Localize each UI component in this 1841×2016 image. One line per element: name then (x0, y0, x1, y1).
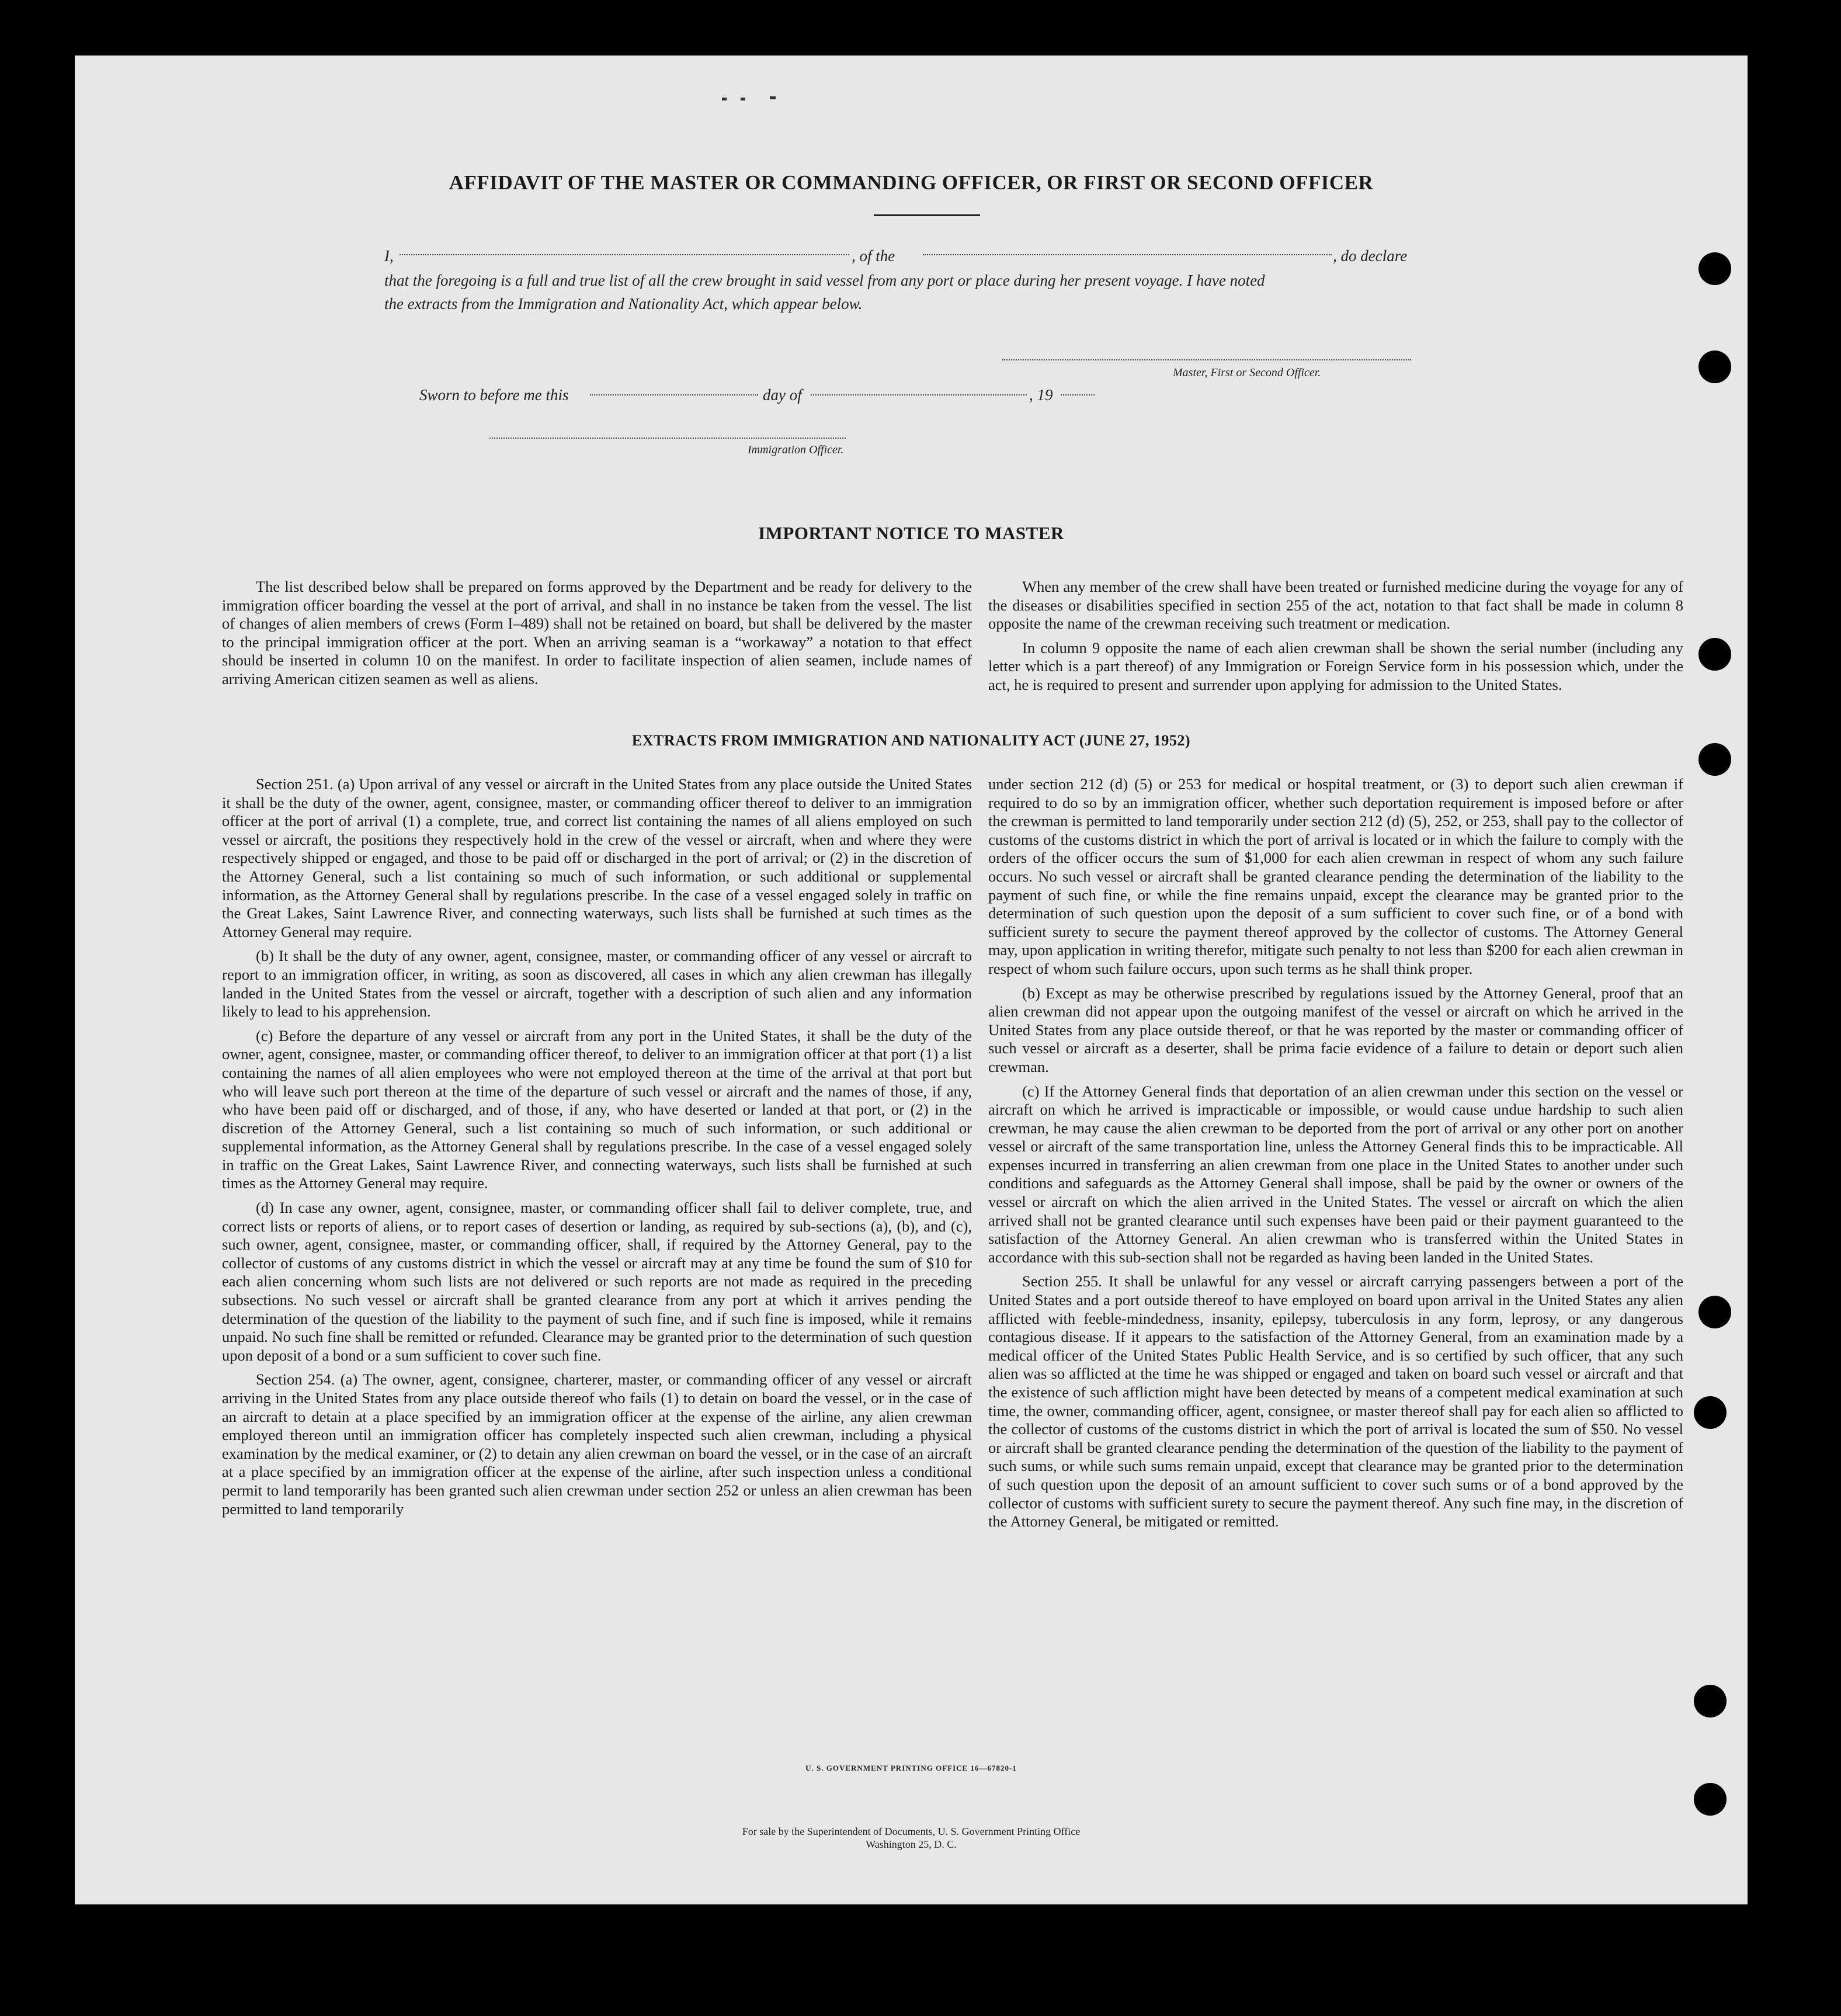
statute-paragraph: (d) In case any owner, agent, consignee, master, or commanding officer shall fail to deliver complete, true, and correct lists or reports of aliens, or to report cases of desertion or landing, as required by sub-sections (a), (b), and (c), such owner, agent, consignee, master, or commanding officer, shall, if required by the Attorney General, pay to the collector of customs of any customs district in which the vessel or aircraft may at any time be found the sum of $10 for each alien concerning whom such lists are not delivered or such reports are not made as required in the preceding subsections. No such vessel or aircraft shall be granted clearance from any port at which it arrives pending the determination of the question of the liability to the payment of such fine, and if such fine is imposed, while it remains unpaid. No such fine shall be remitted or refunded. Clearance may be granted prior to the determination of such question upon deposit of a bond or a sum sufficient to cover such fine. (222, 1199, 972, 1364)
statute-paragraph: Section 254. (a) The owner, agent, consignee, charterer, master, or commanding officer of any vessel or aircraft arriving in the United States from any place outside thereof who fails (1) to detain on board the vessel, or in the case of an aircraft to detain at a place specified by an immigration officer at the expense of the airline, any alien crewman employed thereon until an immigration officer has completely inspected such alien crewman, including a physical examination by the medical examiner, or (2) to detain any alien crewman on board the vessel, or in the case of an aircraft at a place specified by an immigration officer at the expense of the airline, after such inspection unless a conditional permit to land temporarily has been granted such alien crewman under section 252 or unless an alien crewman has been permitted to land temporarily (222, 1370, 972, 1518)
declaration-line-2: the extracts from the Immigration and Nationality Act, which appear below. (384, 295, 863, 313)
document-page (75, 55, 1748, 1904)
sworn-label: Sworn to before me this (419, 386, 569, 404)
statute-paragraph: Section 251. (a) Upon arrival of any vessel or aircraft in the United States from any place outside the United States it shall be the duty of the owner, agent, consignee, master, or commanding officer thereof to deliver to an immigration officer at the port of arrival (1) a complete, true, and correct list containing the names of all aliens employed on such vessel or aircraft, the positions they respectively hold in the crew of the vessel or aircraft, when and where they were respectively shipped or engaged, and those to be paid off or discharged in the port of arrival; or (2) in the discretion of the Attorney General, such a list containing so much of such information, or such additional or supplemental information, as the Attorney General shall by regulations prescribe. In the case of a vessel engaged solely in traffic on the Great Lakes, Saint Lawrence River, and connecting waterways, such lists shall be furnished at such times as the Attorney General may require. (222, 775, 972, 941)
title-rule (874, 214, 980, 216)
punch-hole (1698, 252, 1731, 285)
punch-hole (1694, 1396, 1727, 1429)
notice-right-paragraph: In column 9 opposite the name of each alien crewman shall be shown the serial number (including any letter which is a part thereof) of any Immigration or Foreign Service form in his possession which, under the act, he is required to present and surrender upon applying for admission to the United States. (988, 639, 1683, 693)
extracts-right-column (988, 775, 1683, 1537)
sworn-day-field[interactable] (590, 394, 758, 395)
of-the-label: , of the (852, 247, 895, 265)
punch-hole (1698, 351, 1731, 383)
punch-hole (1694, 1783, 1727, 1816)
notice-left-column (222, 578, 972, 695)
printing-office-line: U. S. GOVERNMENT PRINTING OFFICE 16—67820-1 (805, 1764, 1017, 1772)
name-field[interactable] (400, 254, 849, 255)
for-sale-line-2: Washington 25, D. C. (866, 1838, 957, 1850)
master-signature-label: Master, First or Second Officer. (1173, 366, 1321, 379)
punch-hole (1698, 743, 1731, 776)
master-signature-field[interactable] (1002, 359, 1411, 360)
extracts-left-column (222, 775, 972, 1524)
punch-hole (1698, 638, 1731, 671)
immigration-officer-label: Immigration Officer. (748, 443, 844, 456)
immigration-officer-signature-field[interactable] (489, 438, 846, 439)
notice-left-paragraph: The list described below shall be prepared on forms approved by the Department and be ready for delivery to the immigration officer boarding the vessel at the port of arrival, and shall in no instance be taken from the vessel. The list of changes of alien members of crews (Form I–489) shall not be retained on board, but shall be delivered by the master to the principal immigration officer at the port. When an arriving seaman is a “workaway” a notation to that effect should be inserted in column 10 on the manifest. In order to facilitate inspection of alien seamen, include names of arriving American citizen seamen as well as aliens. (222, 578, 972, 688)
notice-title: IMPORTANT NOTICE TO MASTER (758, 523, 1064, 543)
sworn-year-field[interactable] (1061, 394, 1095, 395)
statute-paragraph: (c) If the Attorney General finds that deportation of an alien crewman under this section on the vessel or aircraft on which he arrived is impracticable or impossible, or would cause undue hardship to such alien crewman, he may cause the alien crewman to be deported from the port of arrival or any other port on another vessel or aircraft of the same transportation line, unless the Attorney General finds this to be impracticable. All expenses incurred in transferring an alien crewman from one place in the United States to another under such conditions and safeguards as the Attorney General shall impose, shall be paid by the owner or owners of the vessel or aircraft on which the alien arrived in the United States. The vessel or aircraft on which the alien arrived shall not be granted clearance until such expenses have been paid or their payment guaranteed to the satisfaction of the Attorney General. An alien crewman who is transferred within the United States in accordance with this sub-section shall not be regarded as having been landed in the United States. (988, 1082, 1683, 1266)
ink-mark (741, 98, 745, 100)
notice-right-paragraph: When any member of the crew shall have been treated or furnished medicine during the voyage for any of the diseases or disabilities specified in section 255 of the act, notation to that fact shall be made in column 8 opposite the name of the crewman receiving such treatment or medication. (988, 578, 1683, 633)
sworn-month-field[interactable] (811, 394, 1027, 395)
extracts-title: EXTRACTS FROM IMMIGRATION AND NATIONALITY ACT (JUNE 27, 1952) (631, 732, 1191, 749)
declaration-line-1: that the foregoing is a full and true list of all the crew brought in said vessel from any port or place during her present voyage. I have noted (384, 272, 1265, 289)
statute-paragraph: Section 255. It shall be unlawful for any vessel or aircraft carrying passengers between a port of the United States and a port outside thereof to have employed on board upon arrival in the United States any alien afflicted with feeble-mindedness, insanity, epilepsy, tuberculosis in any form, leprosy, or any dangerous contagious disease. If it appears to the satisfaction of the Attorney General, from an examination made by a medical officer of the United States Public Health Service, and is so certified by such officer, that any such alien was so afflicted at the time he was shipped or engaged and taken on board such vessel or aircraft and that the existence of such affliction might have been detected by means of a competent medical examination at such time, the owner, commanding officer, agent, consignee, or master thereof shall pay for each alien so afflicted to the collector of customs of the customs district in which the port of arrival is located the sum of $50. No vessel or aircraft shall be granted clearance pending the determination of the question of the liability to the payment of such sums, or while such sums remain unpaid, except that clearance may be granted prior to the determination of such question upon the deposit of an amount sufficient to cover such sums or of a bond approved by the collector of customs with sufficient surety to secure the payment thereof. Any such fine may, in the discretion of the Attorney General, be mitigated or remitted. (988, 1272, 1683, 1531)
punch-hole (1694, 1685, 1727, 1717)
for-sale-line-1: For sale by the Superintendent of Documents, U. S. Government Printing Office (742, 1826, 1081, 1837)
statute-paragraph: (b) It shall be the duty of any owner, agent, consignee, master, or commanding officer of any vessel or aircraft to report to an immigration officer, in writing, as soon as discovered, all cases in which any alien crewman has illegally landed in the United States from the vessel or aircraft, together with a description of such alien and any information likely to lead to his apprehension. (222, 947, 972, 1021)
notice-right-column (988, 578, 1683, 700)
punch-hole (1698, 1296, 1731, 1328)
statute-paragraph: under section 212 (d) (5) or 253 for medical or hospital treatment, or (3) to deport such alien crewman if required to do so by an immigration officer, whether such deportation requirement is imposed before or after the crewman is permitted to land temporarily under section 212 (d) (5), 252, or 253, shall pay to the collector of customs of the customs district in which the port of arrival is located or in which the failure to comply with the orders of the officer occurs the sum of $1,000 for each alien crewman in respect of whom any such failure occurs. No such vessel or aircraft shall be granted clearance pending the determination of the liability to the payment of such fine, or while the fine remains unpaid, except the clearance may be granted prior to the determination of such question upon the deposit of a sum sufficient to cover such fine, or of a bond with sufficient surety to secure the payment thereof approved by the collector of customs. The Attorney General may, upon application in writing therefor, mitigate such penalty to not less than $200 for each alien crewman in respect of whom such failure occurs, upon such terms as he shall think proper. (988, 775, 1683, 977)
year-label: , 19 (1029, 386, 1053, 404)
ink-mark (770, 96, 776, 99)
statute-paragraph: (b) Except as may be otherwise prescribed by regulations issued by the Attorney General, proof that an alien crewman did not appear upon the outgoing manifest of the vessel or aircraft on which he arrived in the United States from any place outside thereof, or that he was reported by the master or commanding officer of such vessel or aircraft as a deserter, shall be prima facie evidence of a failure to detain or deport such alien crewman. (988, 984, 1683, 1075)
ink-mark (722, 98, 727, 100)
affidavit-title: AFFIDAVIT OF THE MASTER OR COMMANDING OFFICER, OR FIRST OR SECOND OFFICER (449, 171, 1374, 194)
i-label: I, (384, 247, 394, 265)
statute-paragraph: (c) Before the departure of any vessel or aircraft from any port in the United States, it shall be the duty of the owner, agent, consignee, master, or commanding officer thereof, to deliver to an immigration officer at that port (1) a list containing the names of all alien employees who were not employed thereon at the time of the arrival at that port but who will leave such port thereon at the time of the departure of such vessel or aircraft and the names of those, if any, who have been paid off or discharged, and of those, if any, who have deserted or landed at that port, or (2) in the discretion of the Attorney General, such a list containing so much of such information, or such additional or supplemental information, as the Attorney General shall by regulations prescribe. In the case of a vessel engaged solely in traffic on the Great Lakes, Saint Lawrence River, and connecting waterways, such lists shall be furnished at such times as the Attorney General may require. (222, 1026, 972, 1192)
vessel-field[interactable] (923, 254, 1332, 255)
do-declare-label: , do declare (1333, 247, 1408, 265)
day-of-label: day of (763, 386, 802, 404)
